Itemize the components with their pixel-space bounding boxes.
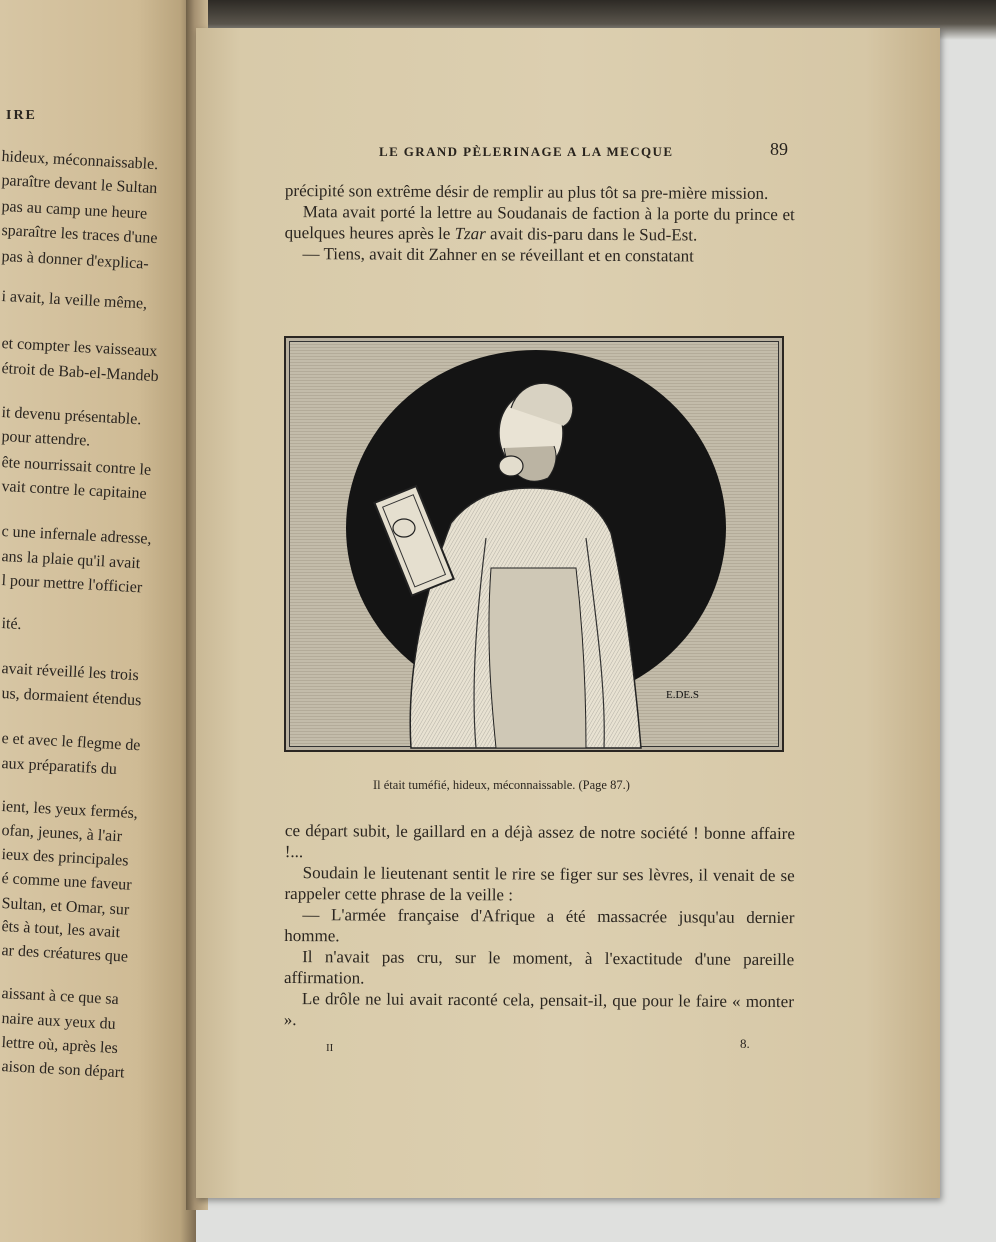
left-page-line: lettre où, après les [1,1034,119,1058]
paragraph: précipité son extrême désir de remplir au plus tôt sa pre-mière mission. [284,180,769,203]
artist-signature: E.DE.S [666,689,699,701]
left-page-line: Sultan, et Omar, sur [1,895,130,919]
paragraph: Mata avait porté la lettre au Soudanais de faction à la porte du prince et quelques heures après le Tzar avait dis-paru dans le Sud-Est. [284,202,795,245]
left-page-line: aux préparatifs du [1,755,118,779]
left-page-line: c une infernale adresse, [1,523,152,548]
left-page-line: hideux, méconnaissable. [1,148,159,174]
left-page-line: ient, les yeux fermés, [1,798,139,823]
left-page-line: it devenu présentable. [1,404,142,429]
left-page-line: et compter les vaisseaux [1,335,158,361]
left-page-line: aison de son départ [1,1058,125,1082]
top-text-block [284,180,795,267]
left-page-line: ête nourrissait contre le [1,454,152,479]
left-page-text [0,0,196,1242]
left-page-line: pas à donner d'explica- [1,248,150,273]
paragraph: Il n'avait pas cru, sur le moment, à l'exactitude d'une pareille affirmation. [283,947,795,988]
bottom-text-block [284,820,795,1033]
illustration-drawing [286,338,782,750]
left-page-line: pour attendre. [1,428,91,450]
footer-signature-mark: II [326,1042,334,1054]
footer-sheet-number: 8. [740,1036,750,1051]
left-page-line: étroit de Bab-el-Mandeb [1,360,160,386]
left-page-line: ité. [1,615,22,634]
left-page-line: e et avec le flegme de [1,730,141,755]
illustration-caption: Il était tuméfié, hideux, méconnaissable. (Page 87.) [373,778,630,792]
left-running-head: IRE [6,108,37,123]
left-page-line: pas au camp une heure [1,198,148,223]
paragraph: Soudain le lieutenant sentit le rire se figer sur ses lèvres, il venait de se rappeler cette phrase de la veille : [284,863,795,905]
left-page-line: é comme une faveur [1,870,132,894]
left-page-line: us, dormaient étendus [1,685,142,710]
page-number: 89 [770,139,788,159]
left-page-line: sparaître les traces d'une [1,222,158,248]
left-page-line: ans la plaie qu'il avait [1,548,141,573]
left-page-line: avait réveillé les trois [1,660,140,685]
paragraph: — L'armée française d'Afrique a été massacrée jusqu'au dernier homme. [284,905,795,946]
paragraph: Le drôle ne lui avait raconté cela, pensait-il, que pour le faire « monter ». [283,989,794,1030]
left-page-line: ar des créatures que [1,942,129,966]
left-page [0,0,196,1242]
left-page-line: vait contre le capitaine [1,478,148,503]
left-page-line: aissant à ce que sa [1,985,120,1009]
left-page-line: paraître devant le Sultan [1,172,158,198]
left-page-line: ieux des principales [1,846,129,870]
illustration [284,336,784,752]
paragraph: ce départ subit, le gaillard en a déjà assez de notre société ! bonne affaire !... [284,821,795,862]
left-page-line: l pour mettre l'officier [1,572,143,597]
paragraph: — Tiens, avait dit Zahner en se réveillant et en constatant [302,244,694,266]
left-page-line: ofan, jeunes, à l'air [1,822,123,846]
running-head: LE GRAND PÈLERINAGE A LA MECQUE [379,144,674,159]
left-page-line: êts à tout, les avait [1,918,121,942]
left-page-line: i avait, la veille même, [1,288,148,313]
left-page-line: naire aux yeux du [1,1010,117,1033]
